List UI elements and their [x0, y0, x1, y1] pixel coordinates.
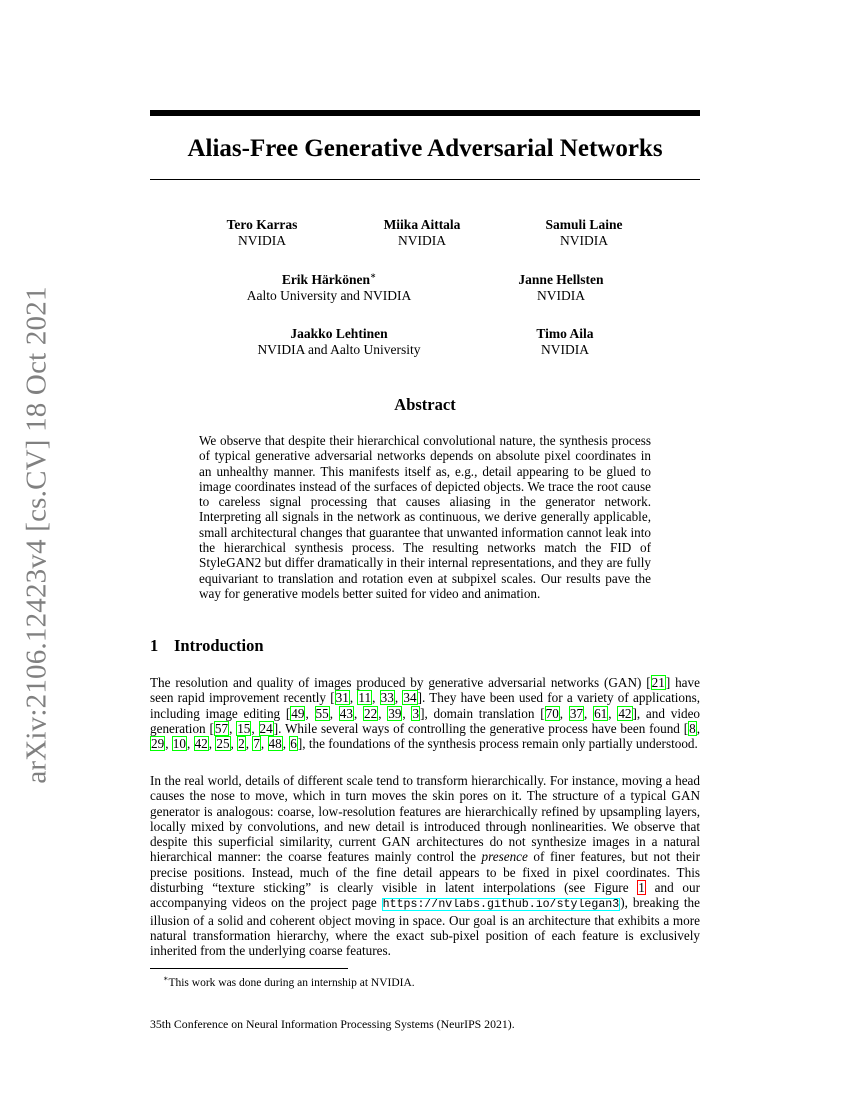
author-name: Jaakko Lehtinen: [290, 326, 388, 341]
citation-link[interactable]: 55: [315, 705, 329, 721]
citation-link[interactable]: 34: [403, 690, 417, 706]
citation-link[interactable]: 43: [339, 705, 353, 721]
intro-paragraph-1: The resolution and quality of images produced by generative adversarial networks (GAN) [21] have seen rapid improvement recently [31, 11, 33, 34]. They have been used for a variety of applications, including image editing [49, 55, 43, 22, 39, 3], domain translation [70, 37, 61, 42], and video generation [57, 15, 24]. While several ways of controlling the generative process have been found [8, 29, 10, 42, 25, 2, 7, 48, 6], the foundations of the synthesis process remain only partially understood.: [150, 675, 701, 752]
citation-link[interactable]: 22: [364, 705, 378, 721]
author-name: Erik Härkönen∗: [281, 270, 377, 287]
citation-link[interactable]: 6: [290, 736, 297, 752]
author-affiliation: Aalto University and NVIDIA: [246, 288, 412, 303]
citation-link[interactable]: 29: [151, 736, 165, 752]
author-affiliation: NVIDIA and Aalto University: [257, 342, 421, 357]
citation-link[interactable]: 8: [689, 720, 696, 736]
citation-link[interactable]: 57: [214, 720, 229, 736]
footnote: ∗This work was done during an internship at NVIDIA.: [163, 974, 415, 989]
author-affiliation: NVIDIA: [398, 233, 446, 248]
figure-ref-link[interactable]: 1: [638, 880, 645, 896]
intro-paragraph-2: In the real world, details of different scale tend to transform hierarchically. For instance, moving a head causes the nose to move, which in turn moves the skin pores on it. The structure of a typical GAN generator is analogous: coarse, low-resolution features are hierarchically refined by upsampling layers, locally mixed by convolutions, and new detail is introduced through nonlinearities. We observe that despite this superficial similarity, current GAN architectures do not synthesize images in a natural hierarchical manner: the coarse features mainly control the presence of finer features, but not their precise positions. Instead, much of the fine detail appears to be fixed in pixel coordinates. This disturbing “texture sticking” is clearly visible in latent interpolations (see Figure 1 and our accompanying videos on the project page https://nvlabs.github.io/stylegan3), breaking the illusion of a solid and coherent object moving in space. Our goal is an architecture that exhibits a more natural transformation hierarchy, where the exact sub-pixel position of each feature is exclusively inherited from the underlying coarse features.: [150, 773, 700, 959]
citation-link[interactable]: 7: [253, 736, 260, 752]
author-block: [464, 217, 704, 249]
citation-link[interactable]: 15: [237, 720, 251, 736]
title-bottom-rule: [150, 179, 700, 180]
section-number: 1: [150, 636, 159, 655]
paper-title: Alias-Free Generative Adversarial Networks: [187, 135, 663, 162]
citation-link[interactable]: 61: [594, 705, 608, 721]
citation-link[interactable]: 42: [618, 705, 632, 721]
author-block: [219, 326, 459, 358]
project-page-link[interactable]: https://nvlabs.github.io/stylegan3: [382, 898, 620, 912]
author-name: Samuli Laine: [545, 217, 623, 232]
author-name: Timo Aila: [536, 326, 594, 341]
author-block: [445, 326, 685, 358]
author-name: Janne Hellsten: [518, 272, 604, 287]
author-affiliation: NVIDIA: [238, 233, 286, 248]
citation-group: 8, 29, 10, 42, 25, 2, 7, 48, 6: [151, 720, 700, 752]
citation-link[interactable]: 2: [238, 736, 245, 752]
citation-group: 70, 37, 61, 42: [545, 705, 632, 721]
citation-link[interactable]: 11: [358, 690, 372, 706]
author-name: Tero Karras: [226, 217, 298, 232]
author-block: [209, 272, 449, 304]
citation-link[interactable]: 48: [268, 736, 282, 752]
citation-group: 49, 55, 43, 22, 39, 3: [291, 705, 420, 721]
section-title: Introduction: [174, 636, 264, 655]
citation-link[interactable]: 3: [412, 705, 420, 721]
citation-link[interactable]: 10: [172, 736, 186, 752]
citation-group: 31, 11, 33, 34: [335, 690, 417, 706]
citation-link[interactable]: 37: [569, 705, 584, 721]
citation-link[interactable]: 49: [291, 705, 305, 721]
citation-group: 57, 15, 24: [214, 720, 273, 736]
citation-link[interactable]: 24: [259, 720, 273, 736]
venue-line: 35th Conference on Neural Information Processing Systems (NeurIPS 2021).: [150, 1017, 515, 1031]
author-affiliation: NVIDIA: [537, 288, 585, 303]
citation-link[interactable]: 39: [388, 705, 402, 721]
footnote-mark: ∗: [369, 270, 377, 281]
citation-link[interactable]: 33: [380, 690, 394, 706]
abstract-heading: Abstract: [394, 395, 456, 414]
section-heading: [150, 636, 264, 656]
citation-link[interactable]: 70: [545, 705, 559, 721]
title-top-rule: [150, 110, 700, 116]
citation-link[interactable]: 31: [335, 690, 349, 706]
citation-link[interactable]: 25: [216, 736, 230, 752]
citation-link[interactable]: 21: [651, 675, 665, 690]
author-block: [441, 272, 681, 304]
abstract-text: We observe that despite their hierarchical convolutional nature, the synthesis process of typical generative adversarial networks depends on absolute pixel coordinates in an unhealthy manner. This manifests itself as, e.g., detail appearing to be glued to image coordinates instead of the surfaces of depicted objects. We trace the root cause to careless signal processing that causes aliasing in the generator network. Interpreting all signals in the network as continuous, we derive generally applicable, small architectural changes that guarantee that unwanted information cannot leak into the hierarchical synthesis process. The resulting networks match the FID of StyleGAN2 but differ dramatically in their internal representations, and they are fully equivariant to translation and rotation even at subpixel scales. Our results pave the way for generative models better suited for video and animation.: [199, 433, 651, 601]
footnote-rule: [150, 968, 348, 969]
arxiv-side-stamp: arXiv:2106.12423v4 [cs.CV] 18 Oct 2021: [20, 286, 53, 784]
citation-link[interactable]: 42: [194, 736, 208, 752]
author-affiliation: NVIDIA: [541, 342, 589, 357]
author-affiliation: NVIDIA: [560, 233, 608, 248]
author-name: Miika Aittala: [383, 217, 461, 232]
